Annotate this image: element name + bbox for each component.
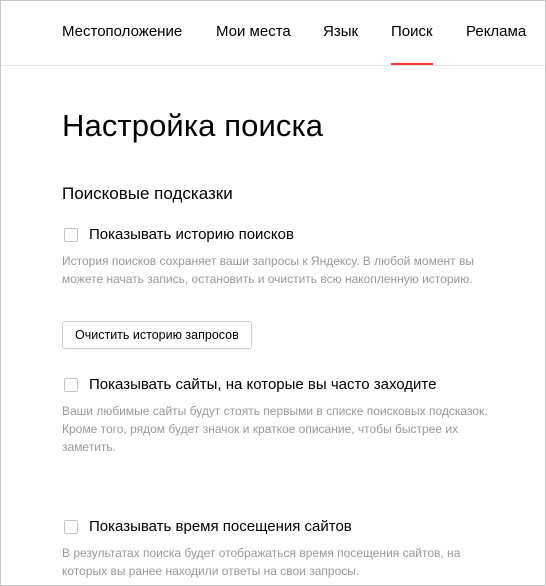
option-search-history (62, 225, 512, 288)
tab-search[interactable]: Поиск (391, 23, 433, 40)
search-history-checkbox[interactable] (64, 228, 78, 242)
visit-time-label[interactable]: Показывать время посещения сайтов (89, 518, 352, 535)
search-history-description: История поисков сохраняет ваши запросы к Яндексу. В любой момент вы можете начать запись, остановить и очистить всю накопленную историю. (62, 254, 474, 286)
search-history-label[interactable]: Показывать историю поисков (89, 226, 294, 243)
section-title: Поисковые подсказки (62, 184, 233, 203)
frequent-sites-checkbox[interactable] (64, 378, 78, 392)
tab-my-places[interactable]: Мои места (216, 23, 291, 40)
visit-time-checkbox-row[interactable] (62, 517, 512, 537)
tab-advertising[interactable]: Реклама (466, 23, 527, 40)
tab-location[interactable]: Местоположение (62, 23, 183, 40)
frequent-sites-checkbox-row[interactable] (62, 375, 512, 395)
search-history-checkbox-row[interactable] (62, 225, 512, 245)
top-navigation (1, 1, 545, 66)
option-frequent-sites (62, 375, 512, 456)
visit-time-checkbox[interactable] (64, 520, 78, 534)
page-title: Настройка поиска (62, 108, 324, 143)
tab-language[interactable]: Язык (323, 23, 359, 40)
visit-time-description: В результатах поиска будет отображаться время посещения сайтов, на которых вы ранее находили ответы на свои запросы. (62, 546, 461, 578)
frequent-sites-label[interactable]: Показывать сайты, на которые вы часто заходите (89, 376, 437, 393)
main-content (62, 106, 512, 578)
clear-history-button[interactable]: Очистить историю запросов (62, 321, 252, 349)
frequent-sites-description: Ваши любимые сайты будут стоять первыми в списке поисковых подсказок. Кроме того, рядом будет значок и краткое описание, чтобы быстрее их заметить. (62, 404, 488, 454)
option-visit-time (62, 517, 512, 580)
